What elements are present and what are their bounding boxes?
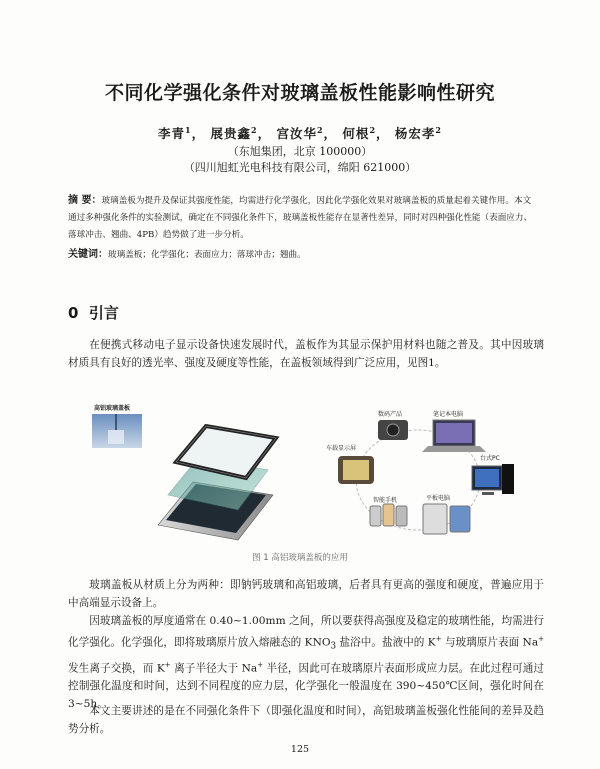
car-display-screen	[343, 460, 369, 480]
desktop-stand	[482, 492, 494, 495]
device-tablet	[423, 494, 470, 534]
phone-illustration	[158, 426, 276, 540]
author-name: 何根	[342, 126, 370, 141]
desktop-screen	[475, 469, 499, 487]
phone-icon-1	[370, 506, 381, 526]
para3-superscript: +	[435, 635, 442, 643]
intro-paragraph-4: 本文主要讲述的是在不同强化条件下（即强化温度和时间），高铝玻璃盖板强化性能间的差异及趋势分析。	[68, 705, 544, 735]
para3-superscript: +	[257, 660, 264, 669]
para3-subscript: 3	[330, 641, 337, 652]
tablet-icon-2	[450, 506, 470, 532]
paper-title: 不同化学强化条件对玻璃盖板性能影响性研究	[104, 82, 495, 104]
author-name: 杨宏孝	[394, 126, 436, 141]
author-affil-mark: 2	[369, 124, 377, 135]
label-car: 车载显示屏	[326, 445, 357, 452]
para3-superscript: +	[164, 660, 171, 669]
label-phone: 智能手机	[373, 497, 398, 504]
keywords	[68, 247, 538, 263]
label-camera: 数码产品	[378, 411, 403, 418]
intro-paragraph-1: 在便携式移动电子显示设备快速发展时代，盖板作为其显示保护用材料也随之普及。其中因玻璃材质具有良好的透光率、强度及硬度等性能，在盖板领域得到广泛应用，见图1。	[68, 339, 544, 369]
section-heading	[68, 302, 119, 323]
para3-text-6: 半径，因此可在玻璃原片表面形成应力层。在此过程可通过控制强化温度和时间，达到不同程度的应力层，化学强化一般温度在 390~450℃区间，强化时间在 3~5h。	[68, 662, 545, 711]
para3-text-3: 与玻璃原片表面 Na	[441, 636, 539, 649]
abstract	[68, 192, 538, 244]
tablet-icon-1	[423, 504, 447, 534]
author-affil-mark: 2	[316, 124, 324, 135]
author-separator: ，	[191, 126, 206, 141]
inset-label: 高铝玻璃盖板	[94, 405, 131, 412]
author-name: 李青	[158, 126, 186, 141]
desktop-tower	[502, 464, 514, 494]
author-list	[0, 124, 600, 142]
author-separator: ，	[323, 126, 338, 141]
author-affil-mark: 2	[251, 124, 258, 135]
section-number: 0	[68, 304, 79, 322]
figure-1-caption: 图 1 高铝玻璃盖板的应用	[252, 553, 348, 563]
camera-lens-icon	[387, 424, 399, 436]
abstract-text: 玻璃盖板为提升及保证其强度性能，均需进行化学强化，因此化学强化效果对玻璃盖板的质量起着关键作用。本文通过多种强化条件的实验测试，确定在不同强化条件下，玻璃盖板性能存在显著性差异，同时对四种强化性能（表面应力、落球冲击、翘曲、4PB）趋势做了进一步分析。	[68, 196, 533, 240]
label-laptop: 笔记本电脑	[433, 411, 464, 418]
author-name: 宫汝华	[276, 126, 317, 141]
para3-text-4: 发生离子交换，而 K	[68, 662, 165, 675]
phone-icon-3	[396, 506, 407, 526]
device-phone	[370, 496, 407, 526]
cover-glass-inset	[92, 404, 142, 448]
para3-text-2: 盐浴中。盐液中的 K	[336, 636, 436, 649]
para3-text-5: 离子半径大于 Na	[170, 662, 258, 675]
para3-text-1: 因玻璃盖板的厚度通常在 0.40~1.00mm 之间，所以要获得高强度及稳定的玻璃性能，均需进行化学强化。化学强化，即将玻璃原片放入熔融态的 KNO	[68, 615, 544, 649]
keywords-text: 玻璃盖板；化学强化；表面应力；落球冲击；翘曲。	[108, 250, 306, 260]
device-desktop	[472, 454, 514, 495]
affiliation-1: （东旭集团，北京 100000）	[227, 145, 373, 158]
author-affil-mark: 1	[185, 124, 192, 135]
author-name: 展贵鑫	[210, 126, 251, 141]
keywords-label: 关键词：	[68, 249, 108, 260]
laptop-wallpaper	[436, 423, 472, 443]
intro-paragraph-2: 玻璃盖板从材质上分为两种：即钠钙玻璃和高铝玻璃，后者具有更高的强度和硬度，普遍应用于中高端显示设备上。	[68, 579, 544, 609]
intro-paragraph-3	[68, 612, 544, 713]
inset-glass-sheet	[108, 430, 124, 444]
author-separator: ，	[376, 126, 390, 141]
figure-1-image	[88, 400, 518, 546]
author-affil-mark: 2	[435, 124, 442, 135]
device-camera	[378, 410, 408, 440]
label-desktop: 台式PC	[480, 455, 500, 462]
device-car	[326, 444, 374, 484]
label-tablet: 平板电脑	[426, 495, 451, 502]
abstract-label: 摘 要：	[68, 195, 102, 206]
section-title: 引言	[88, 304, 119, 322]
laptop-base	[422, 446, 486, 452]
affiliation-2: （四川旭虹光电科技有限公司，绵阳 621000）	[183, 161, 417, 174]
para3-superscript: +	[538, 635, 545, 643]
page-number: 125	[290, 744, 310, 755]
phone-icon-2	[383, 504, 394, 526]
author-separator: ，	[257, 126, 272, 141]
